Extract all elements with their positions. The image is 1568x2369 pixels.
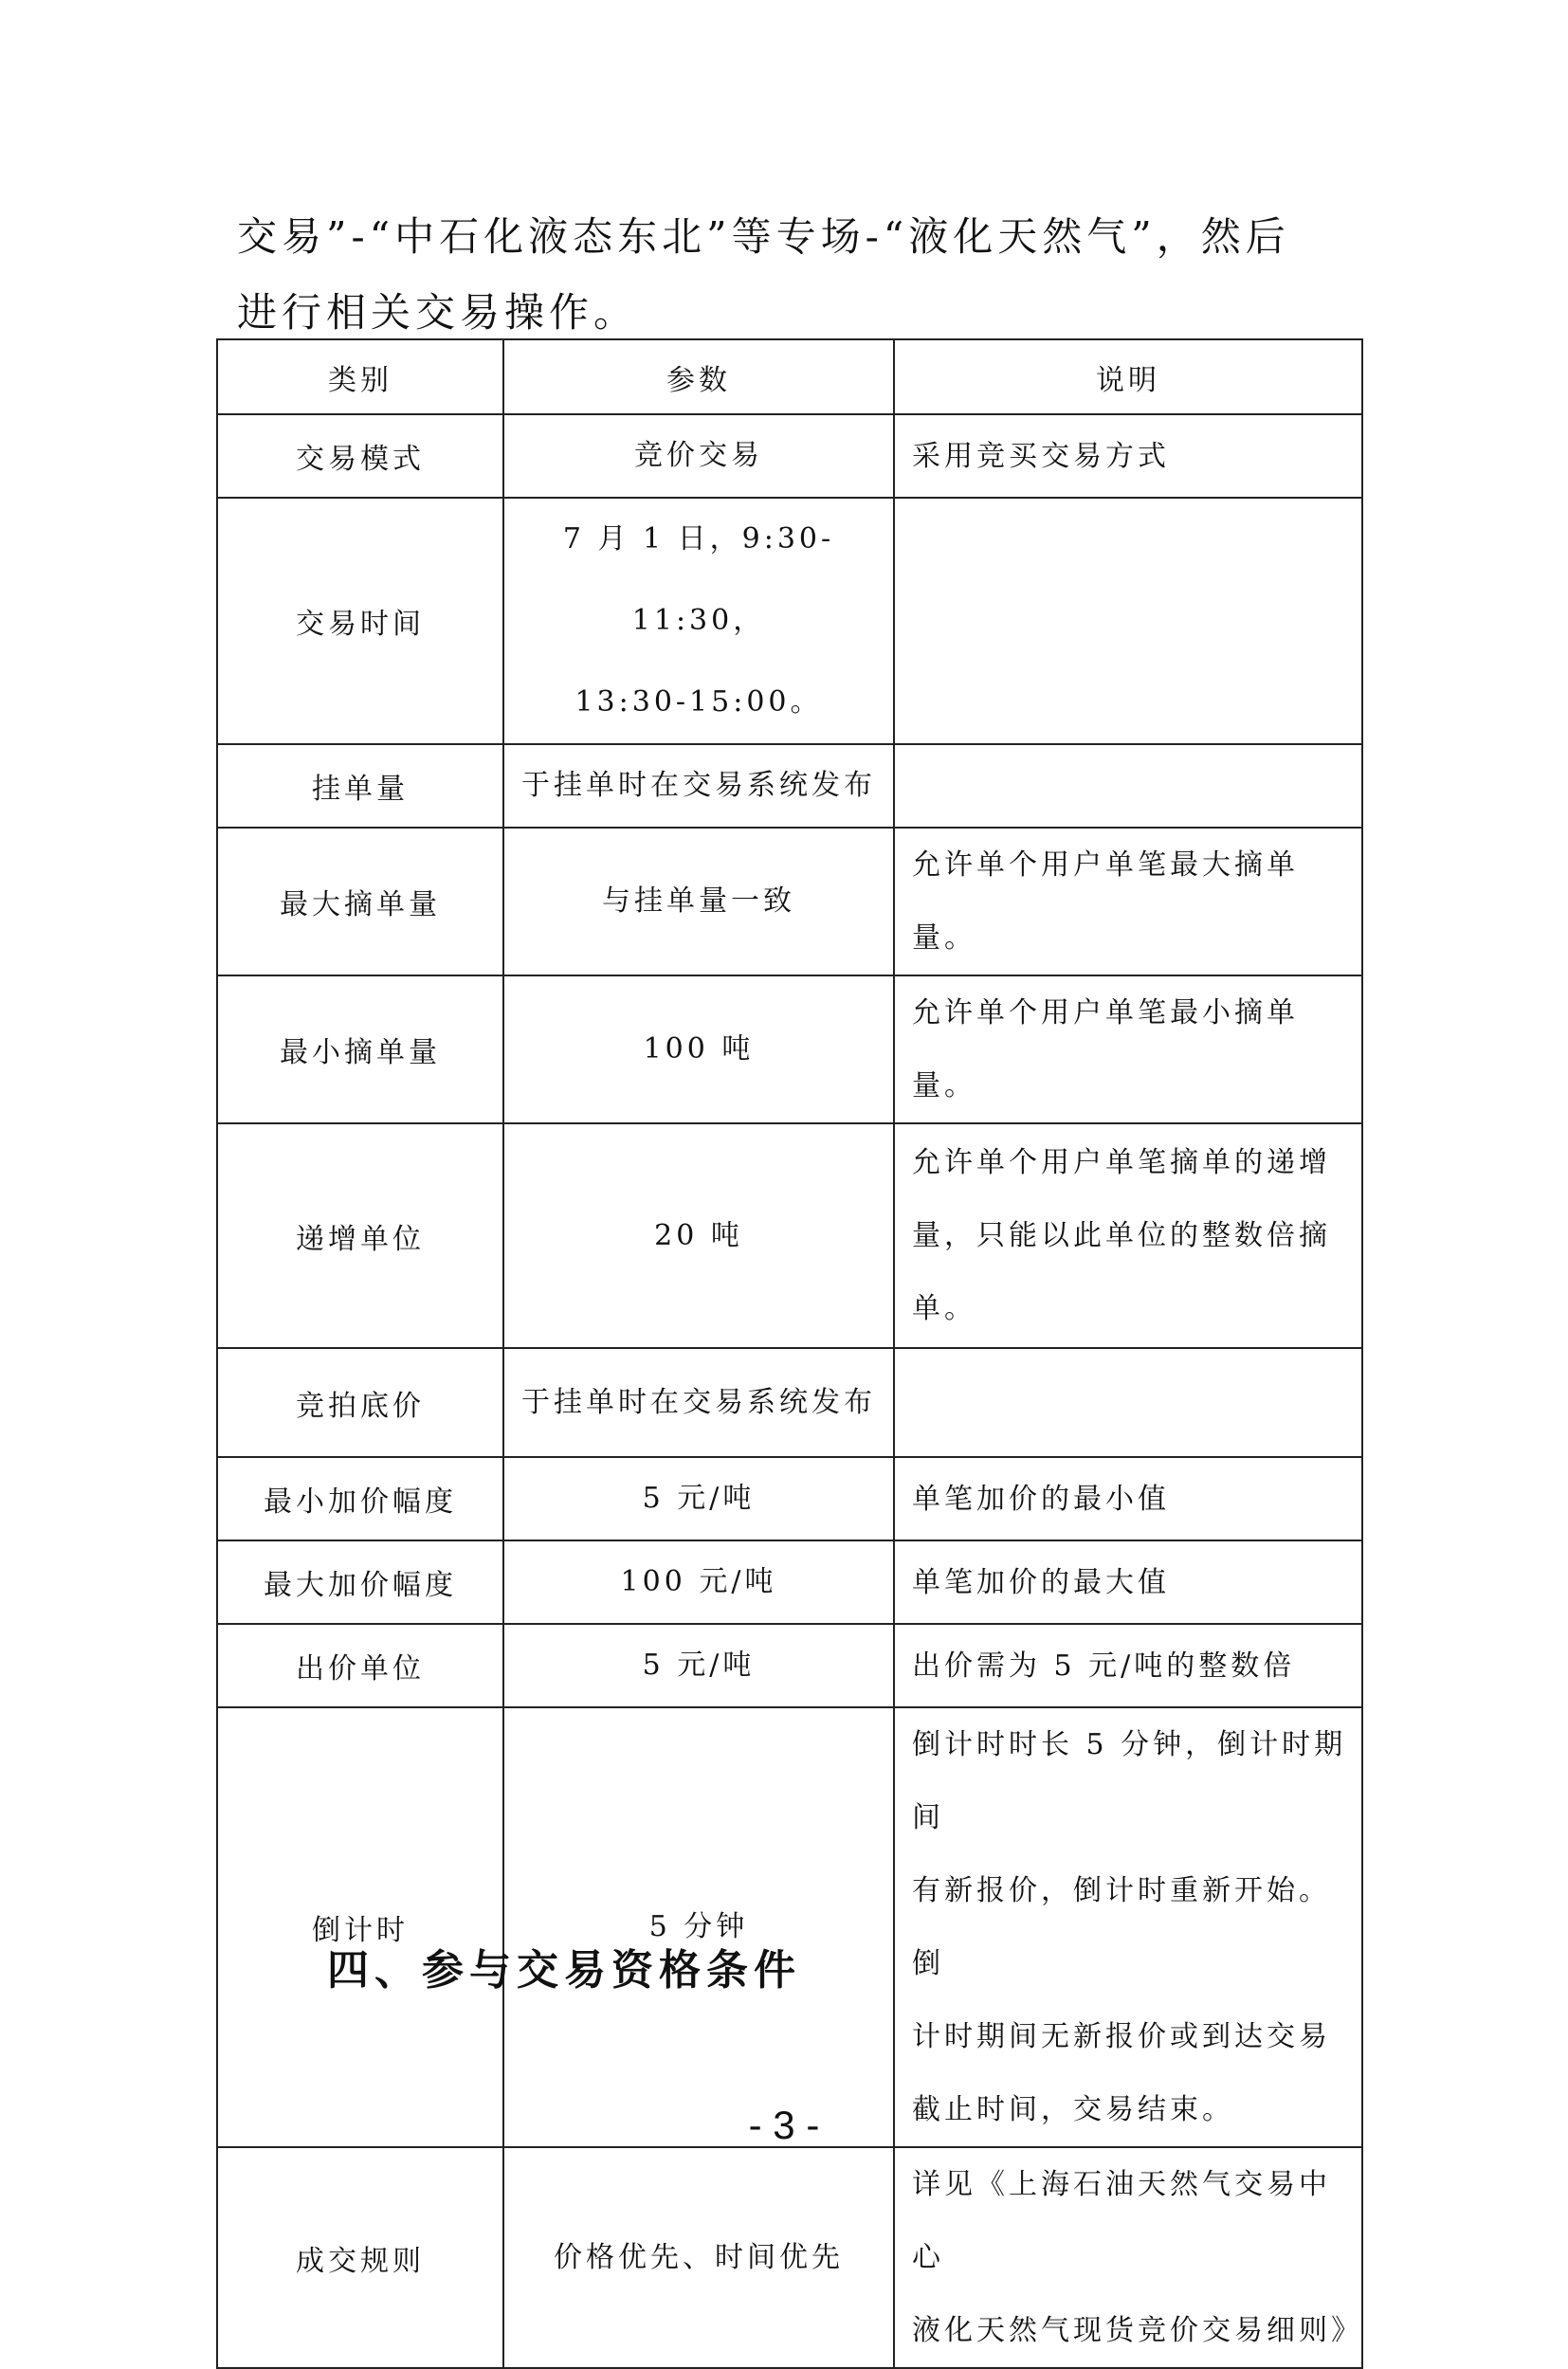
row-category: 出价单位 [217, 1624, 503, 1707]
row-category: 成交规则 [217, 2147, 503, 2368]
description-line: 允许单个用户单笔最大摘单量。 [912, 848, 1299, 955]
page-number: - 3 - [748, 2103, 820, 2147]
table-row [217, 2147, 1362, 2368]
description-line: 截止时间，交易结束。 [912, 2093, 1234, 2126]
table-row [217, 1457, 1362, 1540]
row-description [894, 1707, 1362, 2147]
header-category: 类别 [217, 339, 503, 414]
table-header-row [217, 339, 1362, 414]
row-parameter [503, 744, 894, 828]
description-line: 详见《上海石油天然气交易中心 [912, 2168, 1331, 2274]
parameter-line: 13:30-15:00。 [574, 685, 823, 719]
row-description [894, 744, 1362, 828]
row-description [894, 414, 1362, 498]
row-parameter [503, 414, 894, 498]
description-line: 倒计时时长 5 分钟，倒计时期间 [912, 1728, 1347, 1834]
trading-parameters-table [216, 338, 1363, 2369]
description-line: 单。 [912, 1292, 976, 1325]
row-category: 最大摘单量 [217, 828, 503, 975]
parameter-line: 20 吨 [654, 1218, 743, 1252]
intro-line-2: 进行相关交易操作。 [237, 289, 639, 336]
description-line: 有新报价，倒计时重新开始。倒 [912, 1874, 1331, 1980]
row-description [894, 498, 1362, 744]
description-line: 单笔加价的最大值 [912, 1565, 1170, 1599]
parameter-line: 于挂单时在交易系统发布 [521, 1385, 876, 1419]
row-parameter [503, 498, 894, 744]
parameter-line: 5 元/吨 [642, 1649, 756, 1682]
parameter-line: 5 分钟 [648, 1910, 749, 1943]
row-description [894, 975, 1362, 1123]
table-row [217, 1624, 1362, 1707]
row-description [894, 1540, 1362, 1624]
row-category: 递增单位 [217, 1123, 503, 1348]
row-parameter [503, 1348, 894, 1457]
row-category: 挂单量 [217, 744, 503, 828]
table-row [217, 828, 1362, 975]
parameter-line: 价格优先、时间优先 [554, 2240, 844, 2274]
header-parameter: 参数 [503, 339, 894, 414]
description-line: 允许单个用户单笔摘单的递增 [912, 1146, 1331, 1179]
parameter-line: 于挂单时在交易系统发布 [521, 769, 876, 802]
row-category: 最小摘单量 [217, 975, 503, 1123]
row-parameter [503, 1457, 894, 1540]
row-parameter [503, 1540, 894, 1624]
header-description: 说明 [894, 339, 1362, 414]
row-parameter [503, 2147, 894, 2368]
description-line: 计时期间无新报价或到达交易 [912, 2020, 1331, 2053]
row-category: 竞拍底价 [217, 1348, 503, 1457]
row-parameter [503, 828, 894, 975]
row-category: 最小加价幅度 [217, 1457, 503, 1540]
parameter-line: 7 月 1 日，9:30-11:30， [562, 522, 835, 637]
table-row [217, 1540, 1362, 1624]
row-description [894, 1348, 1362, 1457]
description-line: 允许单个用户单笔最小摘单量。 [912, 996, 1299, 1102]
table-row [217, 975, 1362, 1123]
description-line: 单笔加价的最小值 [912, 1482, 1170, 1516]
row-category: 倒计时 [217, 1707, 503, 2147]
intro-line-1: 交易”-“中石化液态东北”等专场-“液化天然气”，然后 [237, 213, 1290, 260]
table-row [217, 414, 1362, 498]
table-row [217, 744, 1362, 828]
row-category: 交易模式 [217, 414, 503, 498]
row-parameter [503, 1707, 894, 2147]
row-description [894, 1123, 1362, 1348]
row-description [894, 1457, 1362, 1540]
row-description [894, 1624, 1362, 1707]
parameter-line: 5 元/吨 [642, 1482, 756, 1515]
row-parameter [503, 1123, 894, 1348]
section-heading: 四、参与交易资格条件 [327, 1946, 801, 1995]
table-row [217, 1348, 1362, 1457]
description-line: 出价需为 5 元/吨的整数倍 [912, 1649, 1296, 1683]
description-line: 采用竞买交易方式 [912, 439, 1170, 473]
row-parameter [503, 975, 894, 1123]
table-row [217, 498, 1362, 744]
parameter-line: 竞价交易 [634, 439, 763, 472]
row-category: 最大加价幅度 [217, 1540, 503, 1624]
row-description [894, 2147, 1362, 2368]
parameter-line: 100 吨 [643, 1032, 755, 1066]
row-parameter [503, 1624, 894, 1707]
row-description [894, 828, 1362, 975]
table-row [217, 1123, 1362, 1348]
row-category: 交易时间 [217, 498, 503, 744]
parameter-line: 100 元/吨 [620, 1565, 777, 1598]
description-line: 量，只能以此单位的整数倍摘 [912, 1219, 1331, 1252]
parameter-line: 与挂单量一致 [602, 884, 795, 918]
table-row [217, 1707, 1362, 2147]
intro-paragraph [237, 199, 1356, 351]
description-line: 液化天然气现货竞价交易细则》 [912, 2314, 1363, 2347]
